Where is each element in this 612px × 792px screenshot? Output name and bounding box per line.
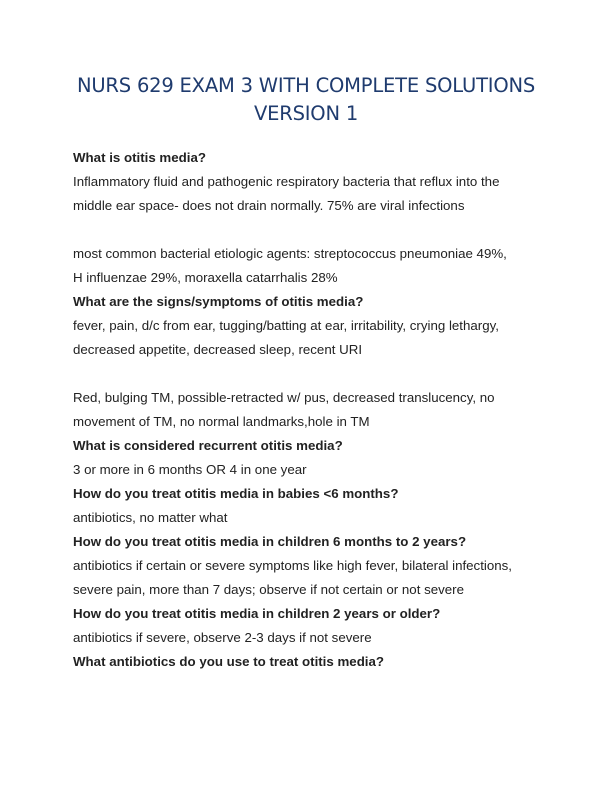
question-text: How do you treat otitis media in babies <6 months?: [73, 486, 399, 501]
answer-text: decreased appetite, decreased sleep, recent URI: [73, 342, 363, 357]
document-body: [73, 150, 543, 678]
answer-text: Red, bulging TM, possible-retracted w/ pus, decreased translucency, no: [73, 390, 495, 405]
document-title-line-1: NURS 629 EXAM 3 WITH COMPLETE SOLUTIONS: [76, 74, 536, 97]
question-text: How do you treat otitis media in children 6 months to 2 years?: [73, 534, 467, 549]
answer-text: movement of TM, no normal landmarks,hole in TM: [73, 414, 370, 429]
document-title-line-2: VERSION 1: [253, 102, 359, 125]
question-text: What is otitis media?: [73, 150, 206, 165]
answer-text: fever, pain, d/c from ear, tugging/batting at ear, irritability, crying lethargy,: [73, 318, 499, 333]
answer-text: antibiotics, no matter what: [73, 510, 228, 525]
question-text: What is considered recurrent otitis media?: [73, 438, 343, 453]
blank-line: [73, 366, 543, 390]
answer-text: Inflammatory fluid and pathogenic respiratory bacteria that reflux into the: [73, 174, 500, 189]
answer-text: antibiotics if certain or severe symptoms like high fever, bilateral infections,: [73, 558, 512, 573]
answer-text: severe pain, more than 7 days; observe if not certain or not severe: [73, 582, 464, 597]
question-text: What antibiotics do you use to treat otitis media?: [73, 654, 385, 669]
question-text: What are the signs/symptoms of otitis media?: [73, 294, 364, 309]
question-text: How do you treat otitis media in children 2 years or older?: [73, 606, 441, 621]
answer-text: middle ear space- does not drain normally. 75% are viral infections: [73, 198, 465, 213]
answer-text: most common bacterial etiologic agents: streptococcus pneumoniae 49%,: [73, 246, 507, 261]
answer-text: antibiotics if severe, observe 2-3 days if not severe: [73, 630, 372, 645]
answer-text: 3 or more in 6 months OR 4 in one year: [73, 462, 307, 477]
answer-text: H influenzae 29%, moraxella catarrhalis 28%: [73, 270, 338, 285]
blank-line: [73, 222, 543, 246]
